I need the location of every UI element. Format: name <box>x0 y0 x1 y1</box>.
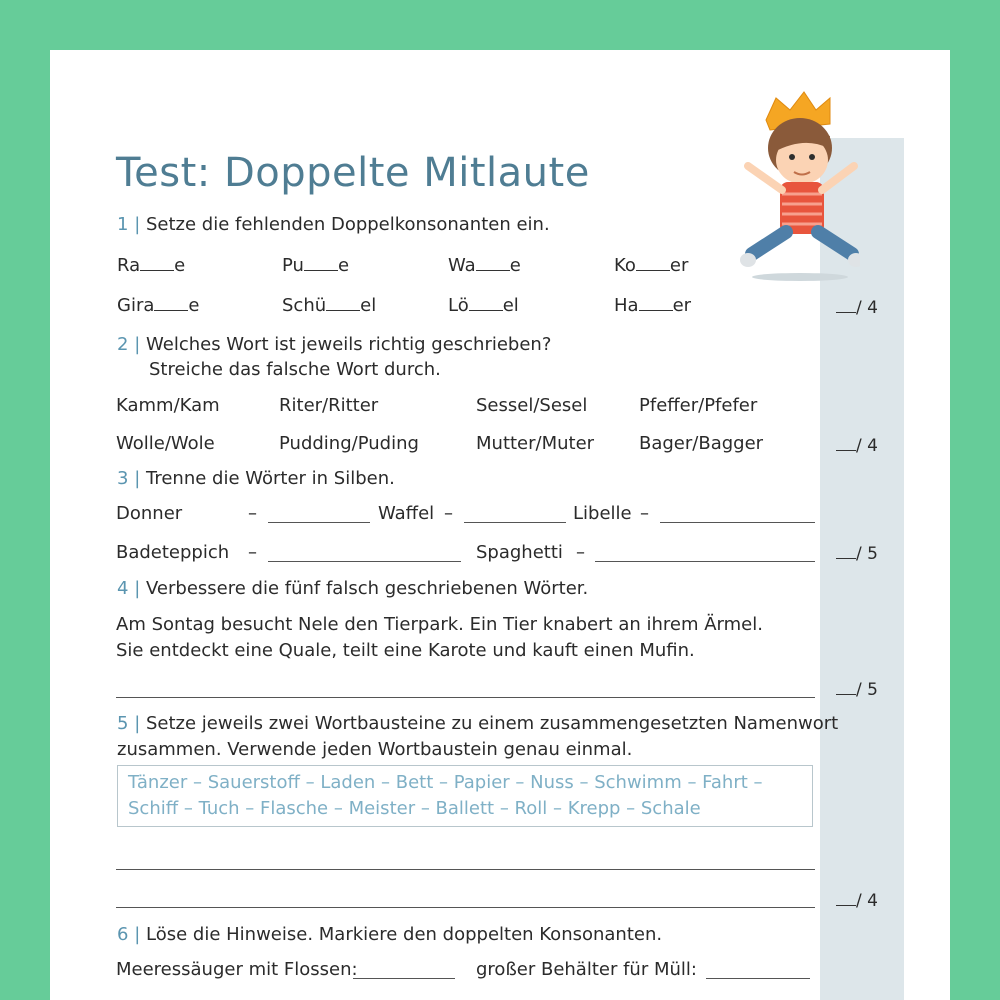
task-text: Verbessere die fünf falsch geschriebenen Wörter. <box>146 578 589 599</box>
answer-line[interactable] <box>268 522 370 523</box>
dash: – <box>444 503 453 524</box>
word-parts-line-2: Schiff – Tuch – Flasche – Meister – Ballett – Roll – Krepp – Schale <box>128 798 701 819</box>
score-field[interactable]: / 4 <box>836 436 878 456</box>
task-separator: | <box>134 214 141 235</box>
task-number: 1 <box>117 214 129 235</box>
score-field[interactable]: / 5 <box>836 680 878 700</box>
answer-line[interactable] <box>464 522 566 523</box>
correction-text-line-1: Am Sontag besucht Nele den Tierpark. Ein Tier knabert an ihrem Ärmel. <box>116 614 763 635</box>
word-choice[interactable]: Bager/Bagger <box>639 433 764 454</box>
answer-line[interactable] <box>116 697 815 698</box>
dash: – <box>640 503 649 524</box>
hint-text: großer Behälter für Müll: <box>476 959 697 980</box>
word-choice[interactable]: Kamm/Kam <box>116 395 220 416</box>
gap-blank[interactable] <box>639 294 673 311</box>
gap-word: Ko er <box>614 255 689 276</box>
gap-word: Pu e <box>282 255 350 276</box>
gap-word: Gira e <box>117 295 200 316</box>
answer-line[interactable] <box>116 907 815 908</box>
answer-line[interactable] <box>268 561 461 562</box>
gap-word: Schü el <box>282 295 377 316</box>
task-2-instruction-line-2: Streiche das falsche Wort durch. <box>149 359 441 380</box>
task-2-instruction <box>117 332 551 357</box>
dash: – <box>248 542 257 563</box>
syllable-word: Spaghetti <box>476 542 563 563</box>
task-3-instruction <box>117 466 395 491</box>
task-separator: | <box>134 713 141 734</box>
syllable-word: Waffel <box>378 503 435 524</box>
syllable-word: Badeteppich <box>116 542 230 563</box>
worksheet <box>50 50 950 1000</box>
answer-line[interactable] <box>353 978 455 979</box>
task-text: Löse die Hinweise. Markiere den doppelten Konsonanten. <box>146 924 663 945</box>
task-number: 6 <box>117 924 129 945</box>
word-choice[interactable]: Pfeffer/Pfefer <box>639 395 758 416</box>
gap-word: Ha er <box>614 295 692 316</box>
gap-blank[interactable] <box>304 254 338 271</box>
hint-text: Meeressäuger mit Flossen: <box>116 959 358 980</box>
task-text: Setze die fehlenden Doppelkonsonanten ein. <box>146 214 550 235</box>
task-text: Trenne die Wörter in Silben. <box>146 468 395 489</box>
syllable-word: Donner <box>116 503 183 524</box>
task-separator: | <box>134 924 141 945</box>
task-5-instruction <box>117 711 838 736</box>
score-field[interactable]: / 4 <box>836 891 878 911</box>
dash: – <box>576 542 585 563</box>
word-choice[interactable]: Pudding/Puding <box>279 433 419 454</box>
task-separator: | <box>134 334 141 355</box>
word-building-box <box>117 765 813 827</box>
gap-blank[interactable] <box>140 254 174 271</box>
task-5-instruction-line-2: zusammen. Verwende jeden Wortbaustein genau einmal. <box>117 739 633 760</box>
correction-text-line-2: Sie entdeckt eine Quale, teilt eine Karote und kauft einen Mufin. <box>116 640 695 661</box>
gap-blank[interactable] <box>476 254 510 271</box>
gap-blank[interactable] <box>154 294 188 311</box>
score-field[interactable]: / 4 <box>836 298 878 318</box>
gap-word: Wa e <box>448 255 521 276</box>
gap-word: Ra e <box>117 255 186 276</box>
gap-blank[interactable] <box>326 294 360 311</box>
task-number: 3 <box>117 468 129 489</box>
boy-with-crown-illustration <box>730 70 860 285</box>
task-separator: | <box>134 468 141 489</box>
task-1-instruction <box>117 212 550 237</box>
task-text: Setze jeweils zwei Wortbausteine zu einem zusammengesetzten Namenwort <box>146 713 839 734</box>
gap-blank[interactable] <box>469 294 503 311</box>
score-field[interactable]: / 5 <box>836 544 878 564</box>
answer-line[interactable] <box>595 561 815 562</box>
task-text: Welches Wort ist jeweils richtig geschrieben? <box>146 334 552 355</box>
word-choice[interactable]: Wolle/Wole <box>116 433 215 454</box>
answer-line[interactable] <box>116 869 815 870</box>
syllable-word: Libelle <box>573 503 632 524</box>
task-number: 5 <box>117 713 129 734</box>
word-parts-line-1: Tänzer – Sauerstoff – Laden – Bett – Papier – Nuss – Schwimm – Fahrt – <box>128 772 763 793</box>
dash: – <box>248 503 257 524</box>
word-choice[interactable]: Sessel/Sesel <box>476 395 588 416</box>
task-4-instruction <box>117 576 588 601</box>
task-number: 4 <box>117 578 129 599</box>
word-choice[interactable]: Riter/Ritter <box>279 395 379 416</box>
word-choice[interactable]: Mutter/Muter <box>476 433 595 454</box>
task-number: 2 <box>117 334 129 355</box>
worksheet-title: Test: Doppelte Mitlaute <box>116 150 590 196</box>
answer-line[interactable] <box>706 978 810 979</box>
gap-word: Lö el <box>448 295 519 316</box>
task-separator: | <box>134 578 141 599</box>
task-6-instruction <box>117 922 662 947</box>
gap-blank[interactable] <box>636 254 670 271</box>
answer-line[interactable] <box>660 522 815 523</box>
